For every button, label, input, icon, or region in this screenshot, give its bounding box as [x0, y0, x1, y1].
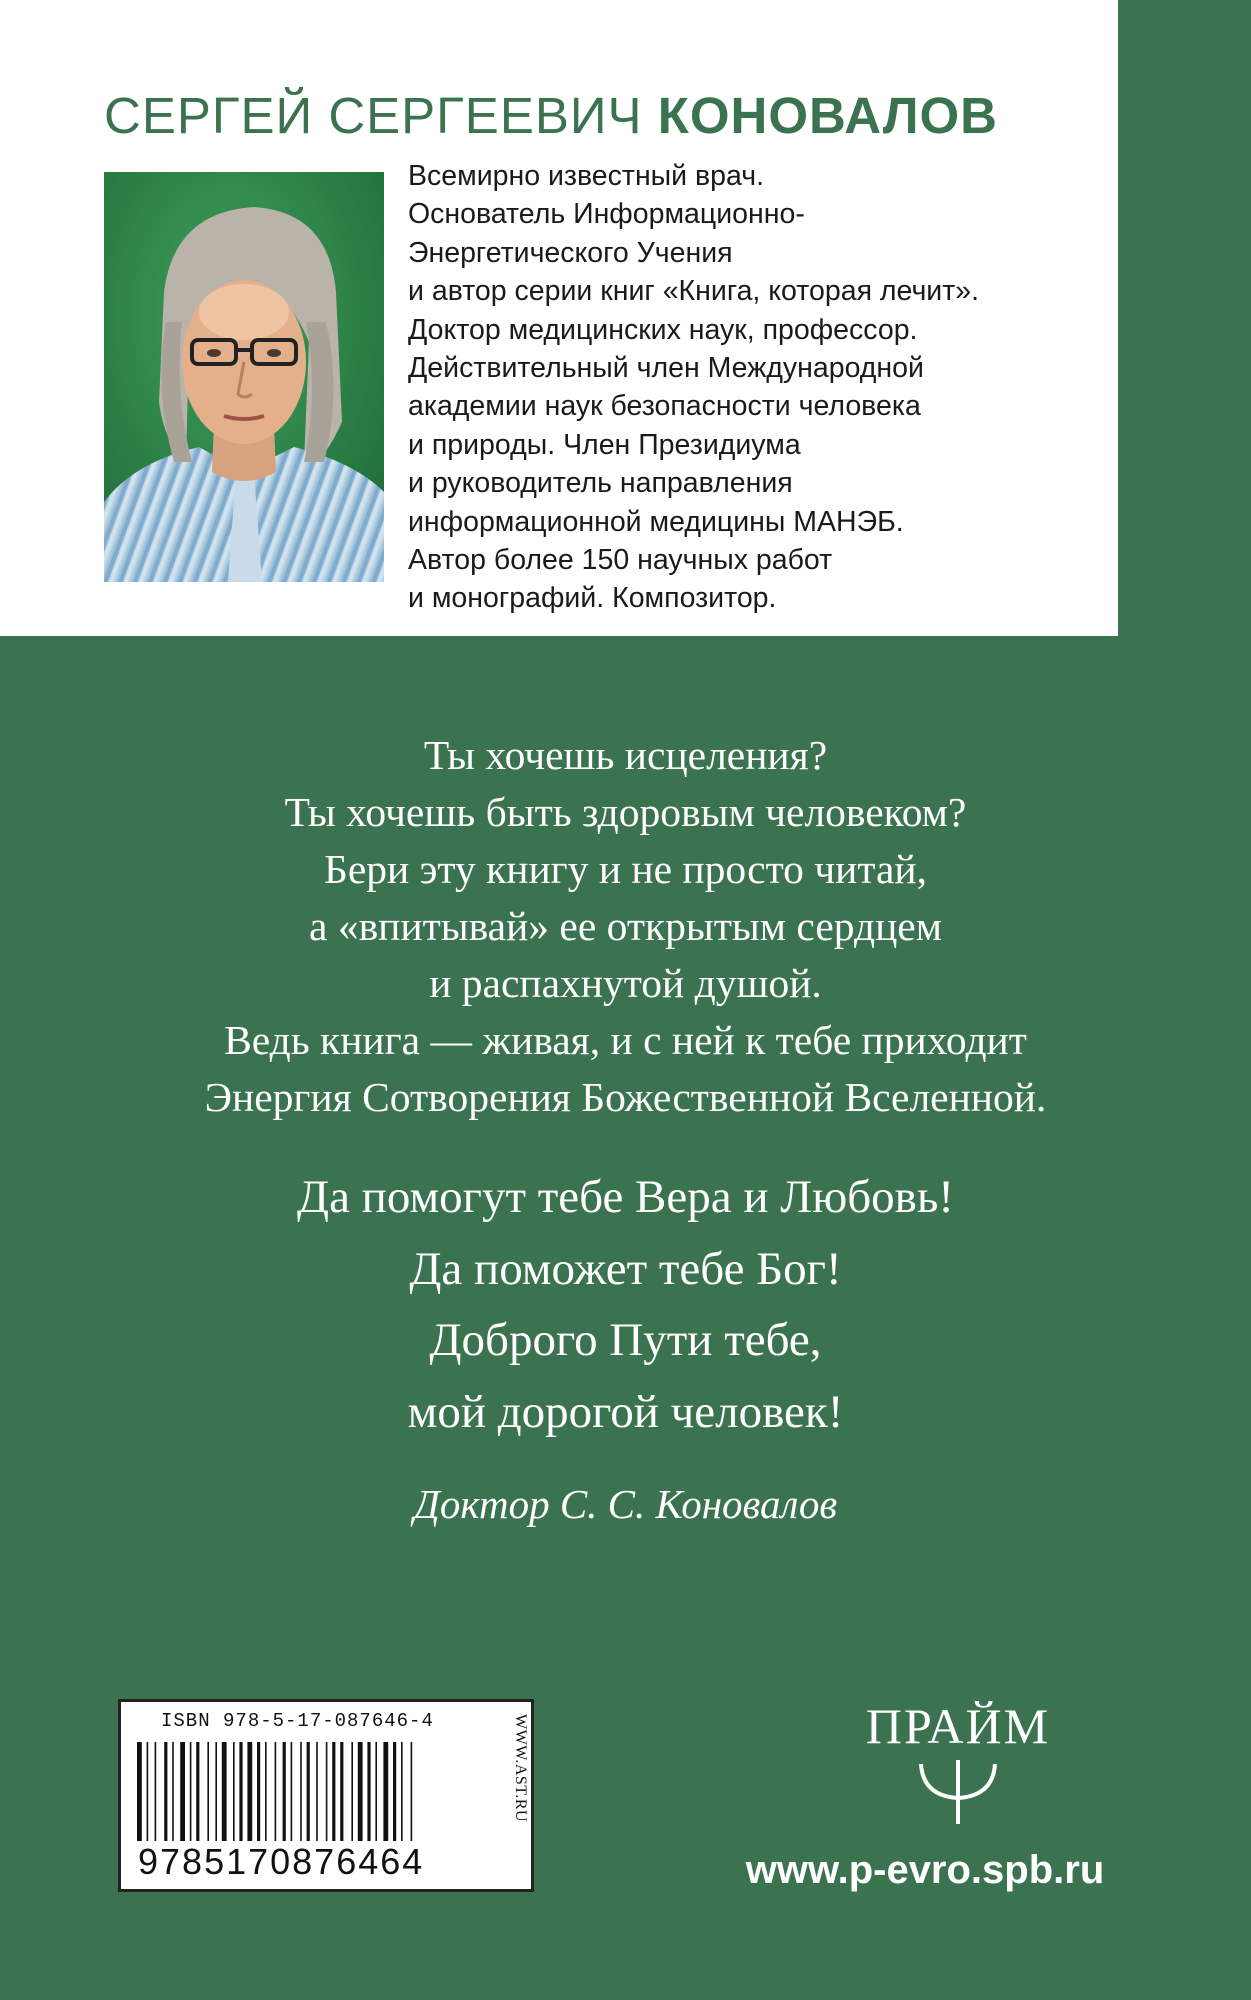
main-text-line: Энергия Сотворения Божественной Вселенной. — [204, 1074, 1047, 1120]
barcode-bar — [207, 1742, 209, 1842]
main-text-line: Ты хочешь исцеления? — [423, 732, 828, 778]
author-first-names: СЕРГЕЙ СЕРГЕЕВИЧ — [104, 87, 643, 144]
bio-line: и автор серии книг «Книга, которая лечит». — [408, 275, 980, 308]
barcode-bar — [215, 1742, 217, 1842]
barcode-bar — [222, 1742, 227, 1842]
bio-line: информационной медицины МАНЭБ. — [408, 505, 904, 538]
barcode-bar — [351, 1742, 353, 1842]
barcode-bar — [340, 1742, 343, 1842]
bio-line: Автор более 150 научных работ — [408, 544, 833, 577]
barcode-bar — [300, 1742, 302, 1842]
bio-line: академии наук безопасности человека — [408, 390, 921, 423]
psi-icon — [913, 1756, 1003, 1826]
barcode-bar — [367, 1742, 370, 1842]
barcode-digits — [137, 1841, 477, 1882]
publisher-website: www.p-evro.spb.ru — [745, 1848, 1105, 1892]
barcode-bar — [326, 1742, 328, 1842]
barcode-box — [118, 1699, 534, 1892]
author-last-name: КОНОВАЛОВ — [657, 87, 999, 144]
bio-line: Основатель Информационно- — [408, 198, 805, 231]
barcode-bar — [393, 1742, 396, 1842]
barcode-bar — [375, 1742, 377, 1842]
publisher-name: ПРАЙМ — [865, 1698, 1051, 1754]
main-text-line: и распахнутой душой. — [429, 960, 822, 1006]
blessing-line: Да помогут тебе Вера и Любовь! — [297, 1171, 954, 1223]
author-name — [104, 86, 1104, 145]
author-panel — [0, 0, 1118, 636]
blessing-text — [0, 1162, 1251, 1448]
blessing-line: мой дорогой человек! — [407, 1385, 844, 1438]
barcode-bar — [239, 1742, 242, 1842]
bio-line: Всемирно известный врач. — [408, 160, 764, 192]
barcode-bar — [316, 1742, 318, 1842]
ast-url: WWW.AST.RU — [512, 1714, 529, 1823]
main-text-line: а «впитывай» ее открытым сердцем — [309, 903, 942, 949]
barcode-bar — [196, 1742, 199, 1842]
main-text-line: Бери эту книгу и не просто читай, — [323, 846, 928, 892]
main-text-line: Ведь книга — живая, и с ней к тебе приходит — [224, 1017, 1027, 1063]
barcode-bar — [190, 1742, 192, 1842]
barcode-digits-text: 9785170876464 — [138, 1841, 425, 1882]
bio-line: Энергетического Учения — [408, 236, 733, 269]
barcode-bar — [164, 1742, 167, 1842]
author-photo — [104, 172, 384, 582]
barcode-bar — [247, 1742, 252, 1842]
barcode-bar — [257, 1742, 260, 1842]
bio-line: и монографий. Композитор. — [408, 582, 777, 615]
isbn-label: ISBN 978-5-17-087646-4 — [161, 1710, 434, 1732]
barcode-bar — [172, 1742, 174, 1842]
bio-line: и руководитель направления — [408, 467, 793, 500]
barcode-bar — [233, 1742, 235, 1842]
barcode-bar — [358, 1742, 363, 1842]
bio-line: и природы. Член Президиума — [408, 428, 801, 461]
bio-line: Действительный член Международной — [408, 352, 924, 385]
signature: Доктор С. С. Коновалов — [413, 1481, 838, 1527]
barcode-bar — [265, 1742, 267, 1842]
barcode-bar — [180, 1742, 185, 1842]
barcode-bar — [291, 1742, 293, 1842]
main-text-line: Ты хочешь быть здоровым человеком? — [284, 789, 967, 835]
barcode-bar — [383, 1742, 388, 1842]
blessing-line: Доброго Пути тебе, — [429, 1314, 822, 1366]
bio-line: Доктор медицинских наук, профессор. — [408, 313, 918, 346]
blessing-line: Да поможет тебе Бог! — [409, 1242, 842, 1295]
author-bio — [408, 157, 1108, 618]
barcode-bar — [332, 1742, 335, 1842]
barcode-bar — [307, 1742, 310, 1842]
cover-main-text — [0, 727, 1251, 1126]
barcode-bar — [155, 1742, 157, 1842]
publisher-block — [848, 1698, 1068, 1828]
